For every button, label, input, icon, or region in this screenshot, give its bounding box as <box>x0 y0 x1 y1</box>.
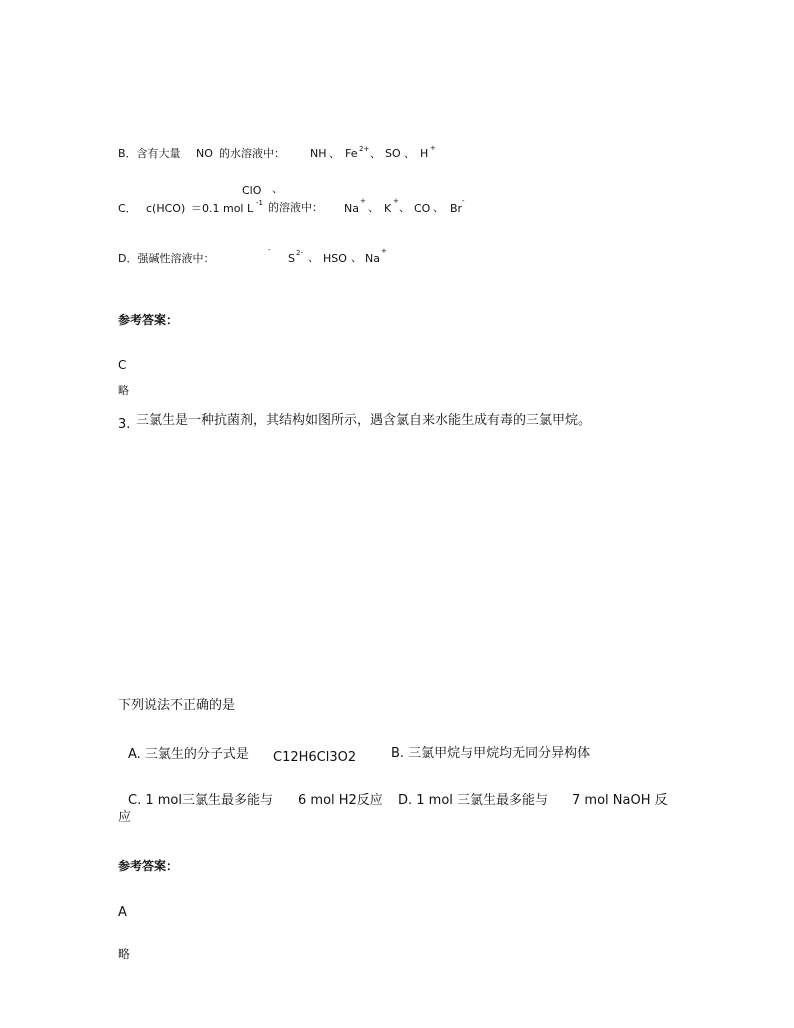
option-c-clo: ClO <box>242 184 262 197</box>
answer-heading: 参考答案： <box>118 859 179 873</box>
option-b-fe: Fe <box>345 147 358 160</box>
option-c-suffix: 的溶液中： <box>268 201 323 214</box>
option-c-na: Na <box>344 202 359 215</box>
option-b-suffix: 的水溶液中： <box>219 147 285 160</box>
option-d-prefix: D．强碱性溶液中： <box>118 252 215 265</box>
option-c-hco: c(HCO) <box>146 202 186 215</box>
option-d-s: S <box>288 252 295 265</box>
choice-c-amount: 6 mol H2反应 <box>298 793 383 808</box>
question-number: 3. <box>118 417 131 432</box>
question-text: 三氯生是一种抗菌剂，其结构如图所示，遇含氯自来水能生成有毒的三氯甲烷。 <box>136 413 592 428</box>
answer-letter: A <box>118 905 127 920</box>
option-c-br: Br <box>450 202 463 215</box>
option-b-sep: 、 <box>370 147 381 160</box>
answer-letter: C <box>118 358 127 372</box>
option-c-k-charge: + <box>393 197 399 205</box>
answer-note: 略 <box>118 947 131 961</box>
question-prompt: 下列说法不正确的是 <box>118 698 236 713</box>
option-c-clo-mark: 、 <box>272 182 283 195</box>
option-d-sep: 、 <box>351 251 362 264</box>
answer-note: 略 <box>118 384 129 397</box>
option-c-prefix: C． <box>118 202 137 215</box>
option-b-nh: NH <box>310 147 327 160</box>
choice-a-formula: C12H6Cl3O2 <box>273 750 357 765</box>
option-d-dash: - <box>268 246 271 254</box>
choice-c-label: C. 1 mol三氯生最多能与 <box>128 793 273 808</box>
option-c-unit-exp: -1 <box>256 199 263 207</box>
option-d-na-charge: + <box>381 247 387 255</box>
option-d-hso: HSO <box>323 252 347 265</box>
option-c-sep: 、 <box>399 201 410 214</box>
option-d-na: Na <box>365 252 380 265</box>
option-d-sep: 、 <box>308 251 319 264</box>
option-c-unit: L <box>247 202 254 215</box>
option-c-k: K <box>384 202 392 215</box>
option-d-s-charge: 2- <box>296 249 303 257</box>
choice-d-wrap: 应 <box>118 810 132 825</box>
option-c-na-charge: + <box>360 197 366 205</box>
option-c-sep: 、 <box>368 201 379 214</box>
option-c-br-charge: - <box>462 197 465 205</box>
option-b-h-charge: + <box>430 144 436 152</box>
option-b-h: H <box>420 147 429 160</box>
option-b-fe-charge: 2+ <box>359 145 370 153</box>
option-b-prefix: B．含有大量 <box>118 147 181 160</box>
choice-a-label: A. 三氯生的分子式是 <box>128 747 249 762</box>
answer-heading: 参考答案： <box>118 313 179 327</box>
option-b-sep: 、 <box>404 147 415 160</box>
option-c-co: CO <box>414 202 431 215</box>
option-c-conc: ＝0.1 mol <box>191 202 244 215</box>
choice-d-amount: 7 mol NaOH 反 <box>572 793 668 808</box>
choice-b-label: B. 三氯甲烷与甲烷均无同分异构体 <box>391 746 591 761</box>
choice-d-label: D. 1 mol 三氯生最多能与 <box>398 793 549 808</box>
option-b-sep: 、 <box>329 147 340 160</box>
option-b-so: SO <box>385 147 401 160</box>
option-c-sep: 、 <box>433 201 444 214</box>
option-b-no: NO <box>196 147 213 160</box>
